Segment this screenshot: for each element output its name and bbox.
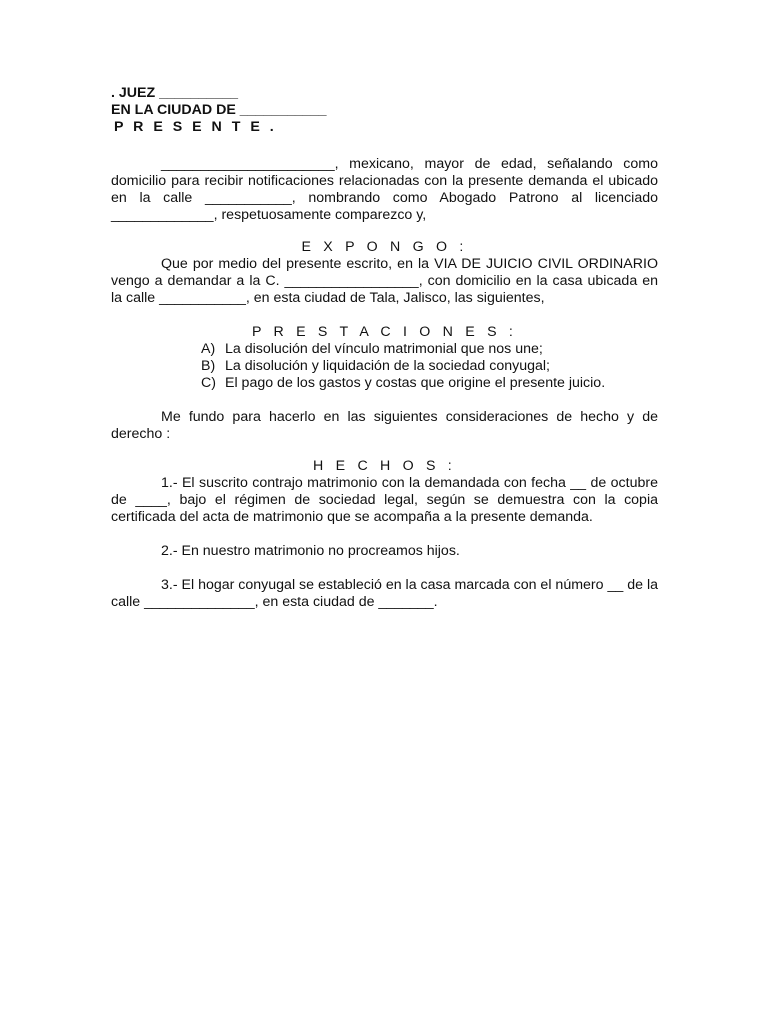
hecho-3-paragraph: 3.- El hogar conyugal se estableció en la casa marcada con el número __ de la calle ______________, en esta ciudad de _______. (111, 577, 658, 610)
list-item (201, 341, 658, 358)
list-item-letter: B) (201, 358, 216, 374)
prestaciones-list (111, 341, 658, 392)
hecho-2-paragraph: 2.- En nuestro matrimonio no procreamos hijos. (161, 543, 460, 559)
header-presente-line: P R E S E N T E . (114, 119, 277, 135)
list-item (201, 375, 658, 392)
expongo-paragraph: Que por medio del presente escrito, en la VIA DE JUICIO CIVIL ORDINARIO vengo a demandar a la C. _________________, con domicilio en la casa ubicada en la calle ___________, en esta ciudad de Tala, Jalisco, las siguientes, (111, 256, 658, 306)
fundamento-paragraph: Me fundo para hacerlo en las siguientes consideraciones de hecho y de derecho : (111, 409, 658, 442)
list-item-text: La disolución y liquidación de la sociedad conyugal; (225, 358, 550, 374)
list-item-text: La disolución del vínculo matrimonial que nos une; (225, 341, 543, 357)
document-page (111, 85, 658, 611)
list-item (201, 358, 658, 375)
list-item-text: El pago de los gastos y costas que origine el presente juicio. (225, 375, 606, 391)
intro-paragraph: ______________________, mexicano, mayor de edad, señalando como domicilio para recibir notificaciones relacionadas con la presente demanda el ubicado en la calle ___________, nombrando como Abogado Patrono al licenciado _____________, respetuosamente comparezco y, (111, 156, 658, 223)
list-item-letter: C) (201, 375, 216, 391)
hecho-1-paragraph: 1.- El suscrito contrajo matrimonio con la demandada con fecha __ de octubre de ____, bajo el régimen de sociedad legal, según se demuestra con la copia certificada del acta de matrimonio que se acompaña a la presente demanda. (111, 475, 658, 525)
prestaciones-title: P R E S T A C I O N E S : (251, 324, 518, 340)
expongo-title: E X P O N G O : (301, 239, 468, 255)
header-judge-line: . JUEZ __________ (111, 85, 238, 101)
header-city-line: EN LA CIUDAD DE ___________ (111, 102, 327, 118)
hechos-title: H E C H O S : (313, 458, 456, 474)
list-item-letter: A) (201, 341, 216, 357)
